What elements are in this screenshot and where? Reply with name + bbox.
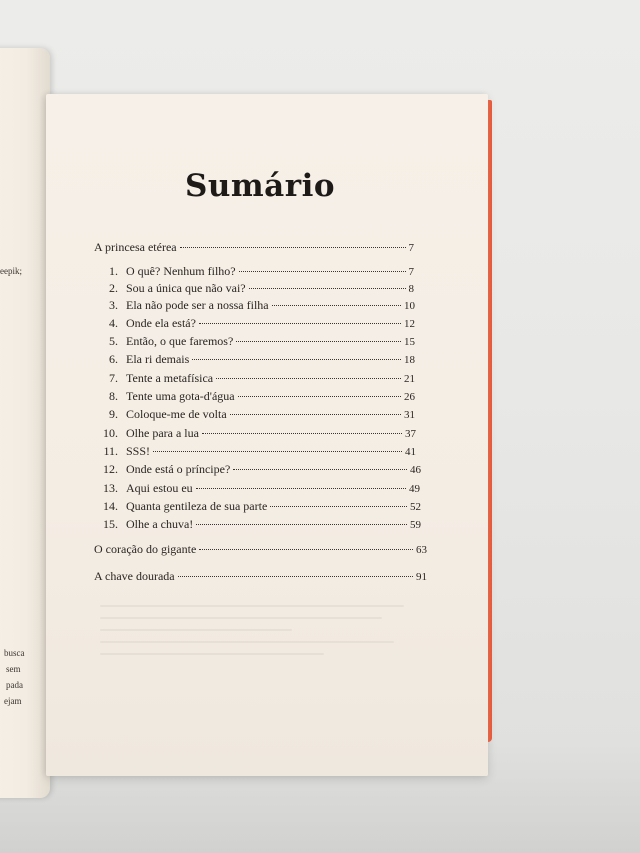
chapter-title: Tente a metafísica <box>126 371 214 385</box>
chapter-title: Aqui estou eu <box>126 481 193 495</box>
chapter-title: Onde ela está? <box>126 316 196 330</box>
dot-leader <box>216 378 401 379</box>
toc-page-number: 59 <box>410 519 421 531</box>
chapter-number: 1. <box>109 264 118 278</box>
dot-leader <box>249 288 406 289</box>
toc-chapter-entry <box>96 298 415 313</box>
toc-chapter-entry <box>96 481 420 496</box>
chapter-title: Tente uma gota-d'água <box>126 389 235 403</box>
toc-page-number: 37 <box>405 428 416 440</box>
chapter-title: Olhe para a lua <box>126 426 199 440</box>
toc-chapter-entry <box>96 281 414 296</box>
chapter-title: SSS! <box>126 444 151 458</box>
toc-page-number: 8 <box>408 283 414 295</box>
chapter-title: Então, o que faremos? <box>126 334 234 348</box>
toc-part-label: A princesa etérea <box>94 240 177 254</box>
dot-leader <box>199 549 413 550</box>
dot-leader <box>238 396 401 397</box>
toc-page-number: 10 <box>404 300 415 312</box>
chapter-title: Quanta gentileza de sua parte <box>126 499 268 513</box>
toc-page-number: 46 <box>410 464 421 476</box>
chapter-number: 15. <box>103 517 118 531</box>
page-title: Sumário <box>184 168 336 204</box>
toc-chapter-entry <box>96 462 421 477</box>
chapter-number: 2. <box>109 281 118 295</box>
chapter-title: Onde está o príncipe? <box>126 462 231 476</box>
toc-part-entry <box>94 240 414 255</box>
chapter-title: Sou a única que não vai? <box>126 281 246 295</box>
left-page-text-fragment: eepik; <box>0 266 22 276</box>
dot-leader <box>236 341 401 342</box>
toc-page-number: 7 <box>408 266 414 278</box>
dot-leader <box>202 433 402 434</box>
toc-chapter-entry <box>96 264 414 279</box>
toc-page-number: 63 <box>416 544 427 556</box>
chapter-number: 11. <box>103 444 118 458</box>
toc-page-number: 15 <box>404 336 415 348</box>
chapter-number: 8. <box>109 389 118 403</box>
dot-leader <box>270 506 407 507</box>
chapter-number: 13. <box>103 481 118 495</box>
chapter-title: Coloque-me de volta <box>126 407 227 421</box>
dot-leader <box>230 414 401 415</box>
toc-chapter-entry <box>96 334 415 349</box>
chapter-number: 5. <box>109 334 118 348</box>
toc-page-number: 21 <box>404 373 415 385</box>
chapter-number: 3. <box>109 298 118 312</box>
toc-page-number: 91 <box>416 571 427 583</box>
left-page-text-fragment: pada <box>6 680 23 690</box>
toc-part-entry <box>94 569 427 584</box>
toc-page-number: 41 <box>405 446 416 458</box>
toc-chapter-entry <box>96 444 416 459</box>
chapter-title: O quê? Nenhum filho? <box>126 264 236 278</box>
toc-page-number: 26 <box>404 391 415 403</box>
dot-leader <box>180 247 406 248</box>
left-book-page <box>0 48 50 798</box>
toc-part-label: A chave dourada <box>94 569 175 583</box>
show-through-text <box>100 595 420 685</box>
left-page-text-fragment: sem <box>6 664 21 674</box>
chapter-title: Olhe a chuva! <box>126 517 194 531</box>
toc-chapter-entry <box>96 371 415 386</box>
toc-part-label: O coração do gigante <box>94 542 197 556</box>
toc-part-entry <box>94 542 427 557</box>
chapter-title: Ela não pode ser a nossa filha <box>126 298 269 312</box>
toc-chapter-entry <box>96 499 421 514</box>
chapter-number: 12. <box>103 462 118 476</box>
toc-chapter-entry <box>96 407 415 422</box>
dot-leader <box>272 305 401 306</box>
chapter-number: 14. <box>103 499 118 513</box>
dot-leader <box>239 271 406 272</box>
chapter-number: 7. <box>109 371 118 385</box>
chapter-number: 4. <box>109 316 118 330</box>
toc-chapter-entry <box>96 517 421 532</box>
toc-page-number: 52 <box>410 501 421 513</box>
toc-page-number: 12 <box>404 318 415 330</box>
dot-leader <box>196 488 406 489</box>
dot-leader <box>196 524 407 525</box>
toc-page-number: 18 <box>404 354 415 366</box>
chapter-number: 6. <box>109 352 118 366</box>
dot-leader <box>192 359 401 360</box>
toc-chapter-entry <box>96 426 416 441</box>
toc-chapter-entry <box>96 316 415 331</box>
chapter-title: Ela ri demais <box>126 352 190 366</box>
toc-page-number: 31 <box>404 409 415 421</box>
dot-leader <box>153 451 402 452</box>
dot-leader <box>199 323 401 324</box>
chapter-number: 9. <box>109 407 118 421</box>
toc-page-number: 49 <box>409 483 420 495</box>
toc-chapter-entry <box>96 352 415 367</box>
left-page-text-fragment: busca <box>4 648 25 658</box>
chapter-number: 10. <box>103 426 118 440</box>
toc-chapter-entry <box>96 389 415 404</box>
dot-leader <box>178 576 413 577</box>
dot-leader <box>233 469 407 470</box>
left-page-text-fragment: ejam <box>4 696 22 706</box>
toc-page-number: 7 <box>408 242 414 254</box>
